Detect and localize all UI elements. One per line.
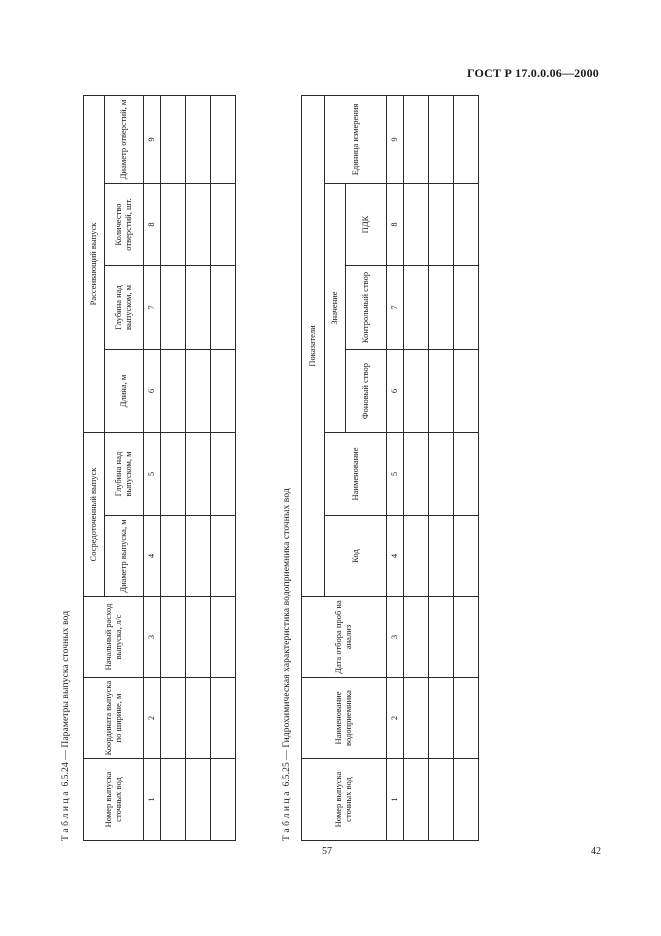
t2-header-sampling-date: Дата отбора проб на анализ: [302, 597, 387, 678]
t1-col-number: 5: [144, 433, 161, 516]
t2-col-number: 5: [387, 433, 404, 516]
t1-header-length: Длина, м: [105, 350, 144, 433]
table-6-5-24: [83, 95, 236, 841]
t2-header-control: Контрольный створ: [346, 266, 387, 350]
table-row: [454, 95, 479, 840]
t2-col-number: 2: [387, 678, 404, 759]
t2-col-number: 1: [387, 759, 404, 841]
t1-col-number: 6: [144, 350, 161, 433]
t1-col-number: 3: [144, 597, 161, 678]
t2-header-value: Значение: [325, 184, 346, 433]
t1-col-number: 2: [144, 678, 161, 759]
table-row: [186, 95, 211, 840]
table-row: [211, 95, 236, 840]
t2-header-background: Фоновый створ: [346, 350, 387, 433]
document-header: ГОСТ Р 17.0.0.06—2000: [466, 66, 599, 80]
t1-col-number: 9: [144, 95, 161, 183]
t2-col-number: 4: [387, 516, 404, 597]
table-6-5-24-caption-prefix: Т а б л и ц а 6.5.24: [61, 762, 71, 841]
table-6-5-25-caption: [282, 488, 292, 841]
t1-col-number: 4: [144, 516, 161, 597]
t2-col-number: 7: [387, 266, 404, 350]
t1-header-outlet-number: Номер выпуска сточных вод: [84, 759, 144, 841]
table-6-5-25: [301, 95, 479, 841]
t1-header-coordinate: Координата выпуска по ширине, м: [84, 678, 144, 759]
t1-header-concentrated: Сосредоточенный выпуск: [84, 433, 105, 597]
table-6-5-25-caption-prefix: Т а б л и ц а 6.5.25: [282, 762, 292, 841]
t1-header-dispersing: Рассеивающий выпуск: [84, 95, 105, 432]
t2-header-mac: ПДК: [346, 184, 387, 266]
t2-col-number: 6: [387, 350, 404, 433]
t2-header-name: Наименование: [325, 433, 387, 516]
page-number-left: 57: [322, 846, 332, 857]
t2-header-unit: Единица измерения: [325, 95, 387, 183]
t2-col-number: 3: [387, 597, 404, 678]
table-6-5-24-caption-title: — Параметры выпуска сточных вод: [61, 610, 71, 760]
table-6-5-25-caption-title: — Гидрохимическая характеристика водоприемника сточных вод: [282, 488, 292, 760]
t2-header-code: Код: [325, 516, 387, 597]
t1-header-hole-count: Количество отверстий, шт.: [105, 184, 144, 266]
table-row: [429, 95, 454, 840]
t1-number-row: [144, 95, 161, 840]
t1-header-depth-concentrated: Глубина над выпуском, м: [105, 433, 144, 516]
t1-header-depth-dispersing: Глубина над выпуском, м: [105, 266, 144, 350]
t1-header-diameter: Диаметр выпуска, м: [105, 516, 144, 597]
t2-header-indicators: Показатели: [302, 95, 325, 596]
t2-number-row: [387, 95, 404, 840]
t1-col-number: 7: [144, 266, 161, 350]
table-row: [404, 95, 429, 840]
t1-header-flow: Начальный расход выпуска, л/с: [84, 597, 144, 678]
t2-col-number: 8: [387, 184, 404, 266]
t1-header-hole-diameter: Диаметр отверстий, м: [105, 95, 144, 183]
t2-col-number: 9: [387, 95, 404, 183]
t2-header-receiver-name: Наименование водоприемника: [302, 678, 387, 759]
page-number-right: 42: [591, 846, 601, 857]
t1-col-number: 8: [144, 184, 161, 266]
t2-header-outlet-number: Номер выпуска сточных вод: [302, 759, 387, 841]
t1-col-number: 1: [144, 759, 161, 841]
table-row: [161, 95, 186, 840]
table-6-5-24-caption: [61, 611, 71, 841]
